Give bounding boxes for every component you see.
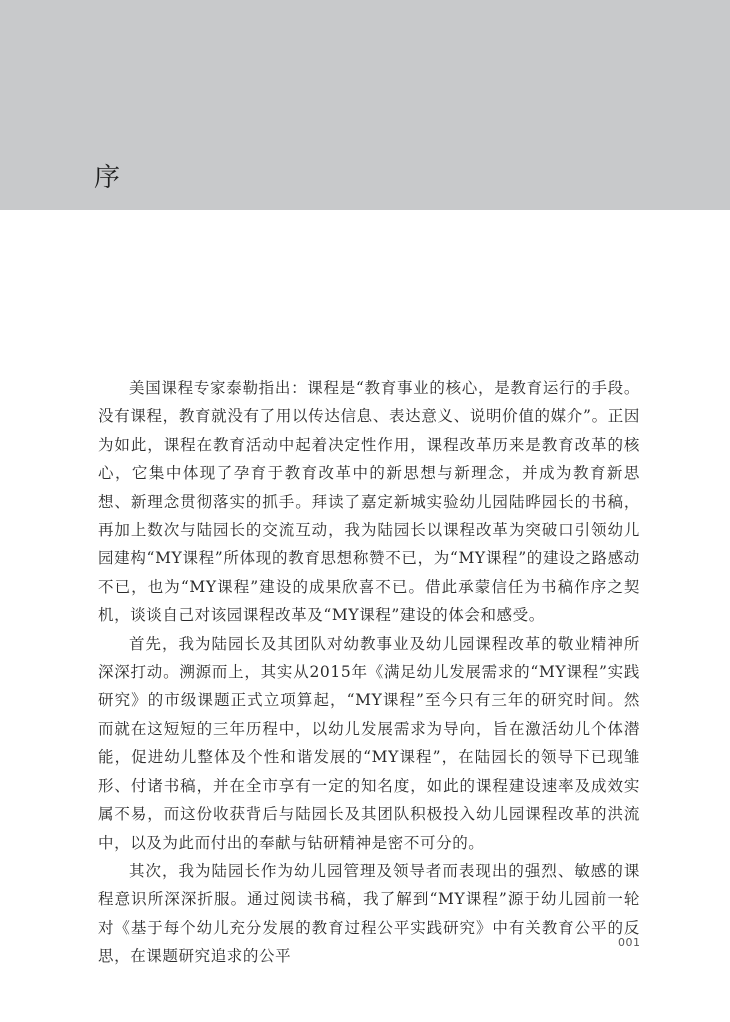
chapter-title: 序 bbox=[94, 163, 121, 193]
paragraph: 首先，我为陆园长及其团队对幼教事业及幼儿园课程改革的敬业精神所深深打动。溯源而上，其实从2015年《满足幼儿发展需求的“MY课程”实践研究》的市级课题正式立项算起，“MY课程”至今只有三年的研究时间。然而就在这短短的三年历程中，以幼儿发展需求为导向，旨在激活幼儿个体潜能，促进幼儿整体及个性和谐发展的“MY课程”，在陆园长的领导下已现雏形、付诸书稿，并在全市享有一定的知名度，如此的课程建设速率及成效实属不易，而这份收获背后与陆园长及其团队积极投入幼儿园课程改革的洪流中，以及为此而付出的奉献与钻研精神是密不可分的。 bbox=[98, 634, 640, 852]
body-text bbox=[98, 374, 640, 971]
page-number: 001 bbox=[618, 936, 641, 949]
paragraph: 其次，我为陆园长作为幼儿园管理及领导者而表现出的强烈、敏感的课程意识所深深折服。通过阅读书稿，我了解到“MY课程”源于幼儿园前一轮对《基于每个幼儿充分发展的教育过程公平实践研究》中有关教育公平的反思，在课题研究追求的公平 bbox=[98, 861, 640, 966]
paragraph: 美国课程专家泰勒指出：课程是“教育事业的核心，是教育运行的手段。没有课程，教育就没有了用以传达信息、表达意义、说明价值的媒介”。正因为如此，课程在教育活动中起着决定性作用，课程改革历来是教育改革的核心，它集中体现了孕育于教育改革中的新思想与新理念，并成为教育新思想、新理念贯彻落实的抓手。拜读了嘉定新城实验幼儿园陆晔园长的书稿，再加上数次与陆园长的交流互动，我为陆园长以课程改革为突破口引领幼儿园建构“MY课程”所体现的教育思想称赞不已，为“MY课程”的建设之路感动不已，也为“MY课程”建设的成果欣喜不已。借此承蒙信任为书稿作序之契机，谈谈自己对该园课程改革及“MY课程”建设的体会和感受。 bbox=[98, 379, 640, 625]
